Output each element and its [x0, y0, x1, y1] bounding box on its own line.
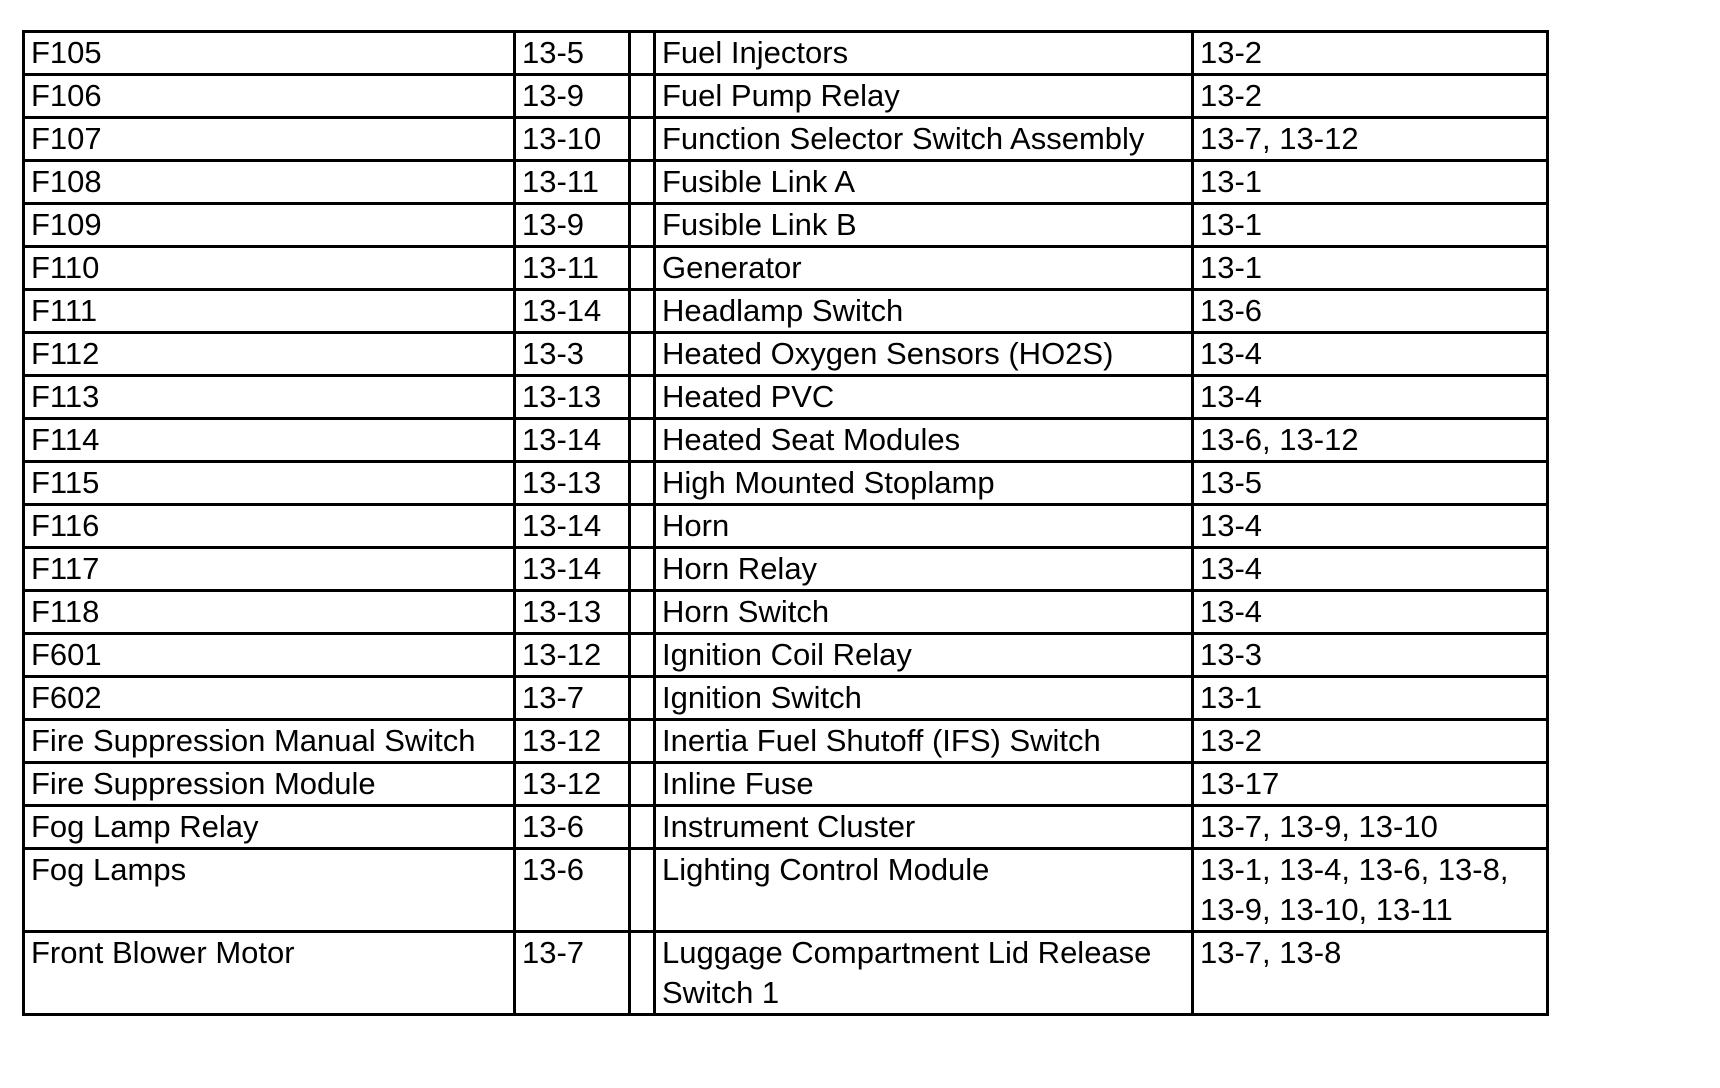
- table-row: [24, 32, 1548, 75]
- right-component-cell: Luggage Compartment Lid Release Switch 1: [655, 932, 1193, 1015]
- right-component-cell: Fuel Pump Relay: [655, 75, 1193, 118]
- right-component-cell: Fusible Link A: [655, 161, 1193, 204]
- column-separator: [630, 333, 655, 376]
- table-row: [24, 763, 1548, 806]
- left-component-cell: F111: [24, 290, 515, 333]
- right-pages-cell: 13-4: [1193, 548, 1548, 591]
- right-pages-cell: 13-2: [1193, 32, 1548, 75]
- right-pages-cell: 13-7, 13-12: [1193, 118, 1548, 161]
- left-pages-cell: 13-3: [515, 333, 630, 376]
- right-component-cell: Function Selector Switch Assembly: [655, 118, 1193, 161]
- left-pages-cell: 13-6: [515, 806, 630, 849]
- column-separator: [630, 32, 655, 75]
- left-pages-cell: 13-9: [515, 204, 630, 247]
- right-component-cell: Lighting Control Module: [655, 849, 1193, 932]
- column-separator: [630, 548, 655, 591]
- left-component-cell: F106: [24, 75, 515, 118]
- right-component-cell: Heated PVC: [655, 376, 1193, 419]
- left-component-cell: F115: [24, 462, 515, 505]
- right-pages-cell: 13-4: [1193, 505, 1548, 548]
- left-component-cell: F116: [24, 505, 515, 548]
- column-separator: [630, 806, 655, 849]
- column-separator: [630, 161, 655, 204]
- left-pages-cell: 13-5: [515, 32, 630, 75]
- right-pages-cell: 13-7, 13-9, 13-10: [1193, 806, 1548, 849]
- table-row: [24, 247, 1548, 290]
- right-component-cell: Inline Fuse: [655, 763, 1193, 806]
- column-separator: [630, 634, 655, 677]
- right-component-cell: Horn Relay: [655, 548, 1193, 591]
- left-pages-cell: 13-6: [515, 849, 630, 932]
- table-row: [24, 548, 1548, 591]
- right-pages-cell: 13-2: [1193, 720, 1548, 763]
- left-component-cell: F110: [24, 247, 515, 290]
- table-row: [24, 932, 1548, 1015]
- table-row: [24, 75, 1548, 118]
- left-component-cell: F114: [24, 419, 515, 462]
- column-separator: [630, 849, 655, 932]
- column-separator: [630, 720, 655, 763]
- right-pages-cell: 13-1: [1193, 204, 1548, 247]
- right-pages-cell: 13-1: [1193, 247, 1548, 290]
- column-separator: [630, 118, 655, 161]
- left-pages-cell: 13-12: [515, 763, 630, 806]
- table-row: [24, 204, 1548, 247]
- column-separator: [630, 376, 655, 419]
- right-component-cell: Ignition Coil Relay: [655, 634, 1193, 677]
- left-component-cell: Fog Lamps: [24, 849, 515, 932]
- right-pages-cell: 13-4: [1193, 333, 1548, 376]
- right-pages-cell: 13-1: [1193, 161, 1548, 204]
- right-pages-cell: 13-7, 13-8: [1193, 932, 1548, 1015]
- column-separator: [630, 204, 655, 247]
- right-pages-cell: 13-5: [1193, 462, 1548, 505]
- right-component-cell: Horn Switch: [655, 591, 1193, 634]
- table-row: [24, 677, 1548, 720]
- column-separator: [630, 419, 655, 462]
- right-pages-cell: 13-1, 13-4, 13-6, 13-8, 13-9, 13-10, 13-11: [1193, 849, 1548, 932]
- component-index-table: [22, 30, 1549, 1016]
- left-component-cell: F105: [24, 32, 515, 75]
- left-pages-cell: 13-14: [515, 548, 630, 591]
- left-pages-cell: 13-11: [515, 247, 630, 290]
- right-pages-cell: 13-4: [1193, 376, 1548, 419]
- right-pages-cell: 13-17: [1193, 763, 1548, 806]
- table-row: [24, 806, 1548, 849]
- column-separator: [630, 247, 655, 290]
- column-separator: [630, 505, 655, 548]
- left-component-cell: F109: [24, 204, 515, 247]
- left-component-cell: Front Blower Motor: [24, 932, 515, 1015]
- left-pages-cell: 13-13: [515, 376, 630, 419]
- right-component-cell: Ignition Switch: [655, 677, 1193, 720]
- column-separator: [630, 462, 655, 505]
- left-pages-cell: 13-12: [515, 720, 630, 763]
- table-row: [24, 591, 1548, 634]
- right-pages-cell: 13-3: [1193, 634, 1548, 677]
- table-row: [24, 376, 1548, 419]
- left-pages-cell: 13-7: [515, 677, 630, 720]
- left-component-cell: F118: [24, 591, 515, 634]
- column-separator: [630, 763, 655, 806]
- left-pages-cell: 13-11: [515, 161, 630, 204]
- left-pages-cell: 13-7: [515, 932, 630, 1015]
- right-component-cell: Fuel Injectors: [655, 32, 1193, 75]
- column-separator: [630, 932, 655, 1015]
- left-component-cell: F117: [24, 548, 515, 591]
- right-pages-cell: 13-4: [1193, 591, 1548, 634]
- left-component-cell: F602: [24, 677, 515, 720]
- left-pages-cell: 13-12: [515, 634, 630, 677]
- table-row: [24, 333, 1548, 376]
- left-component-cell: F108: [24, 161, 515, 204]
- left-component-cell: Fire Suppression Manual Switch: [24, 720, 515, 763]
- left-pages-cell: 13-13: [515, 591, 630, 634]
- table-row: [24, 634, 1548, 677]
- column-separator: [630, 591, 655, 634]
- right-component-cell: Fusible Link B: [655, 204, 1193, 247]
- table-row: [24, 849, 1548, 932]
- table-row: [24, 118, 1548, 161]
- left-component-cell: F113: [24, 376, 515, 419]
- column-separator: [630, 677, 655, 720]
- left-component-cell: F107: [24, 118, 515, 161]
- left-component-cell: F112: [24, 333, 515, 376]
- right-component-cell: Heated Oxygen Sensors (HO2S): [655, 333, 1193, 376]
- right-pages-cell: 13-1: [1193, 677, 1548, 720]
- right-component-cell: Instrument Cluster: [655, 806, 1193, 849]
- left-pages-cell: 13-10: [515, 118, 630, 161]
- left-pages-cell: 13-14: [515, 290, 630, 333]
- right-component-cell: Generator: [655, 247, 1193, 290]
- table-row: [24, 462, 1548, 505]
- right-component-cell: Horn: [655, 505, 1193, 548]
- right-pages-cell: 13-2: [1193, 75, 1548, 118]
- left-component-cell: Fire Suppression Module: [24, 763, 515, 806]
- right-component-cell: Headlamp Switch: [655, 290, 1193, 333]
- table-row: [24, 505, 1548, 548]
- table-row: [24, 161, 1548, 204]
- left-pages-cell: 13-9: [515, 75, 630, 118]
- left-component-cell: F601: [24, 634, 515, 677]
- right-component-cell: High Mounted Stoplamp: [655, 462, 1193, 505]
- right-pages-cell: 13-6, 13-12: [1193, 419, 1548, 462]
- left-pages-cell: 13-14: [515, 505, 630, 548]
- left-pages-cell: 13-14: [515, 419, 630, 462]
- table-row: [24, 419, 1548, 462]
- column-separator: [630, 290, 655, 333]
- table-row: [24, 720, 1548, 763]
- right-component-cell: Inertia Fuel Shutoff (IFS) Switch: [655, 720, 1193, 763]
- left-pages-cell: 13-13: [515, 462, 630, 505]
- column-separator: [630, 75, 655, 118]
- table-row: [24, 290, 1548, 333]
- left-component-cell: Fog Lamp Relay: [24, 806, 515, 849]
- right-pages-cell: 13-6: [1193, 290, 1548, 333]
- right-component-cell: Heated Seat Modules: [655, 419, 1193, 462]
